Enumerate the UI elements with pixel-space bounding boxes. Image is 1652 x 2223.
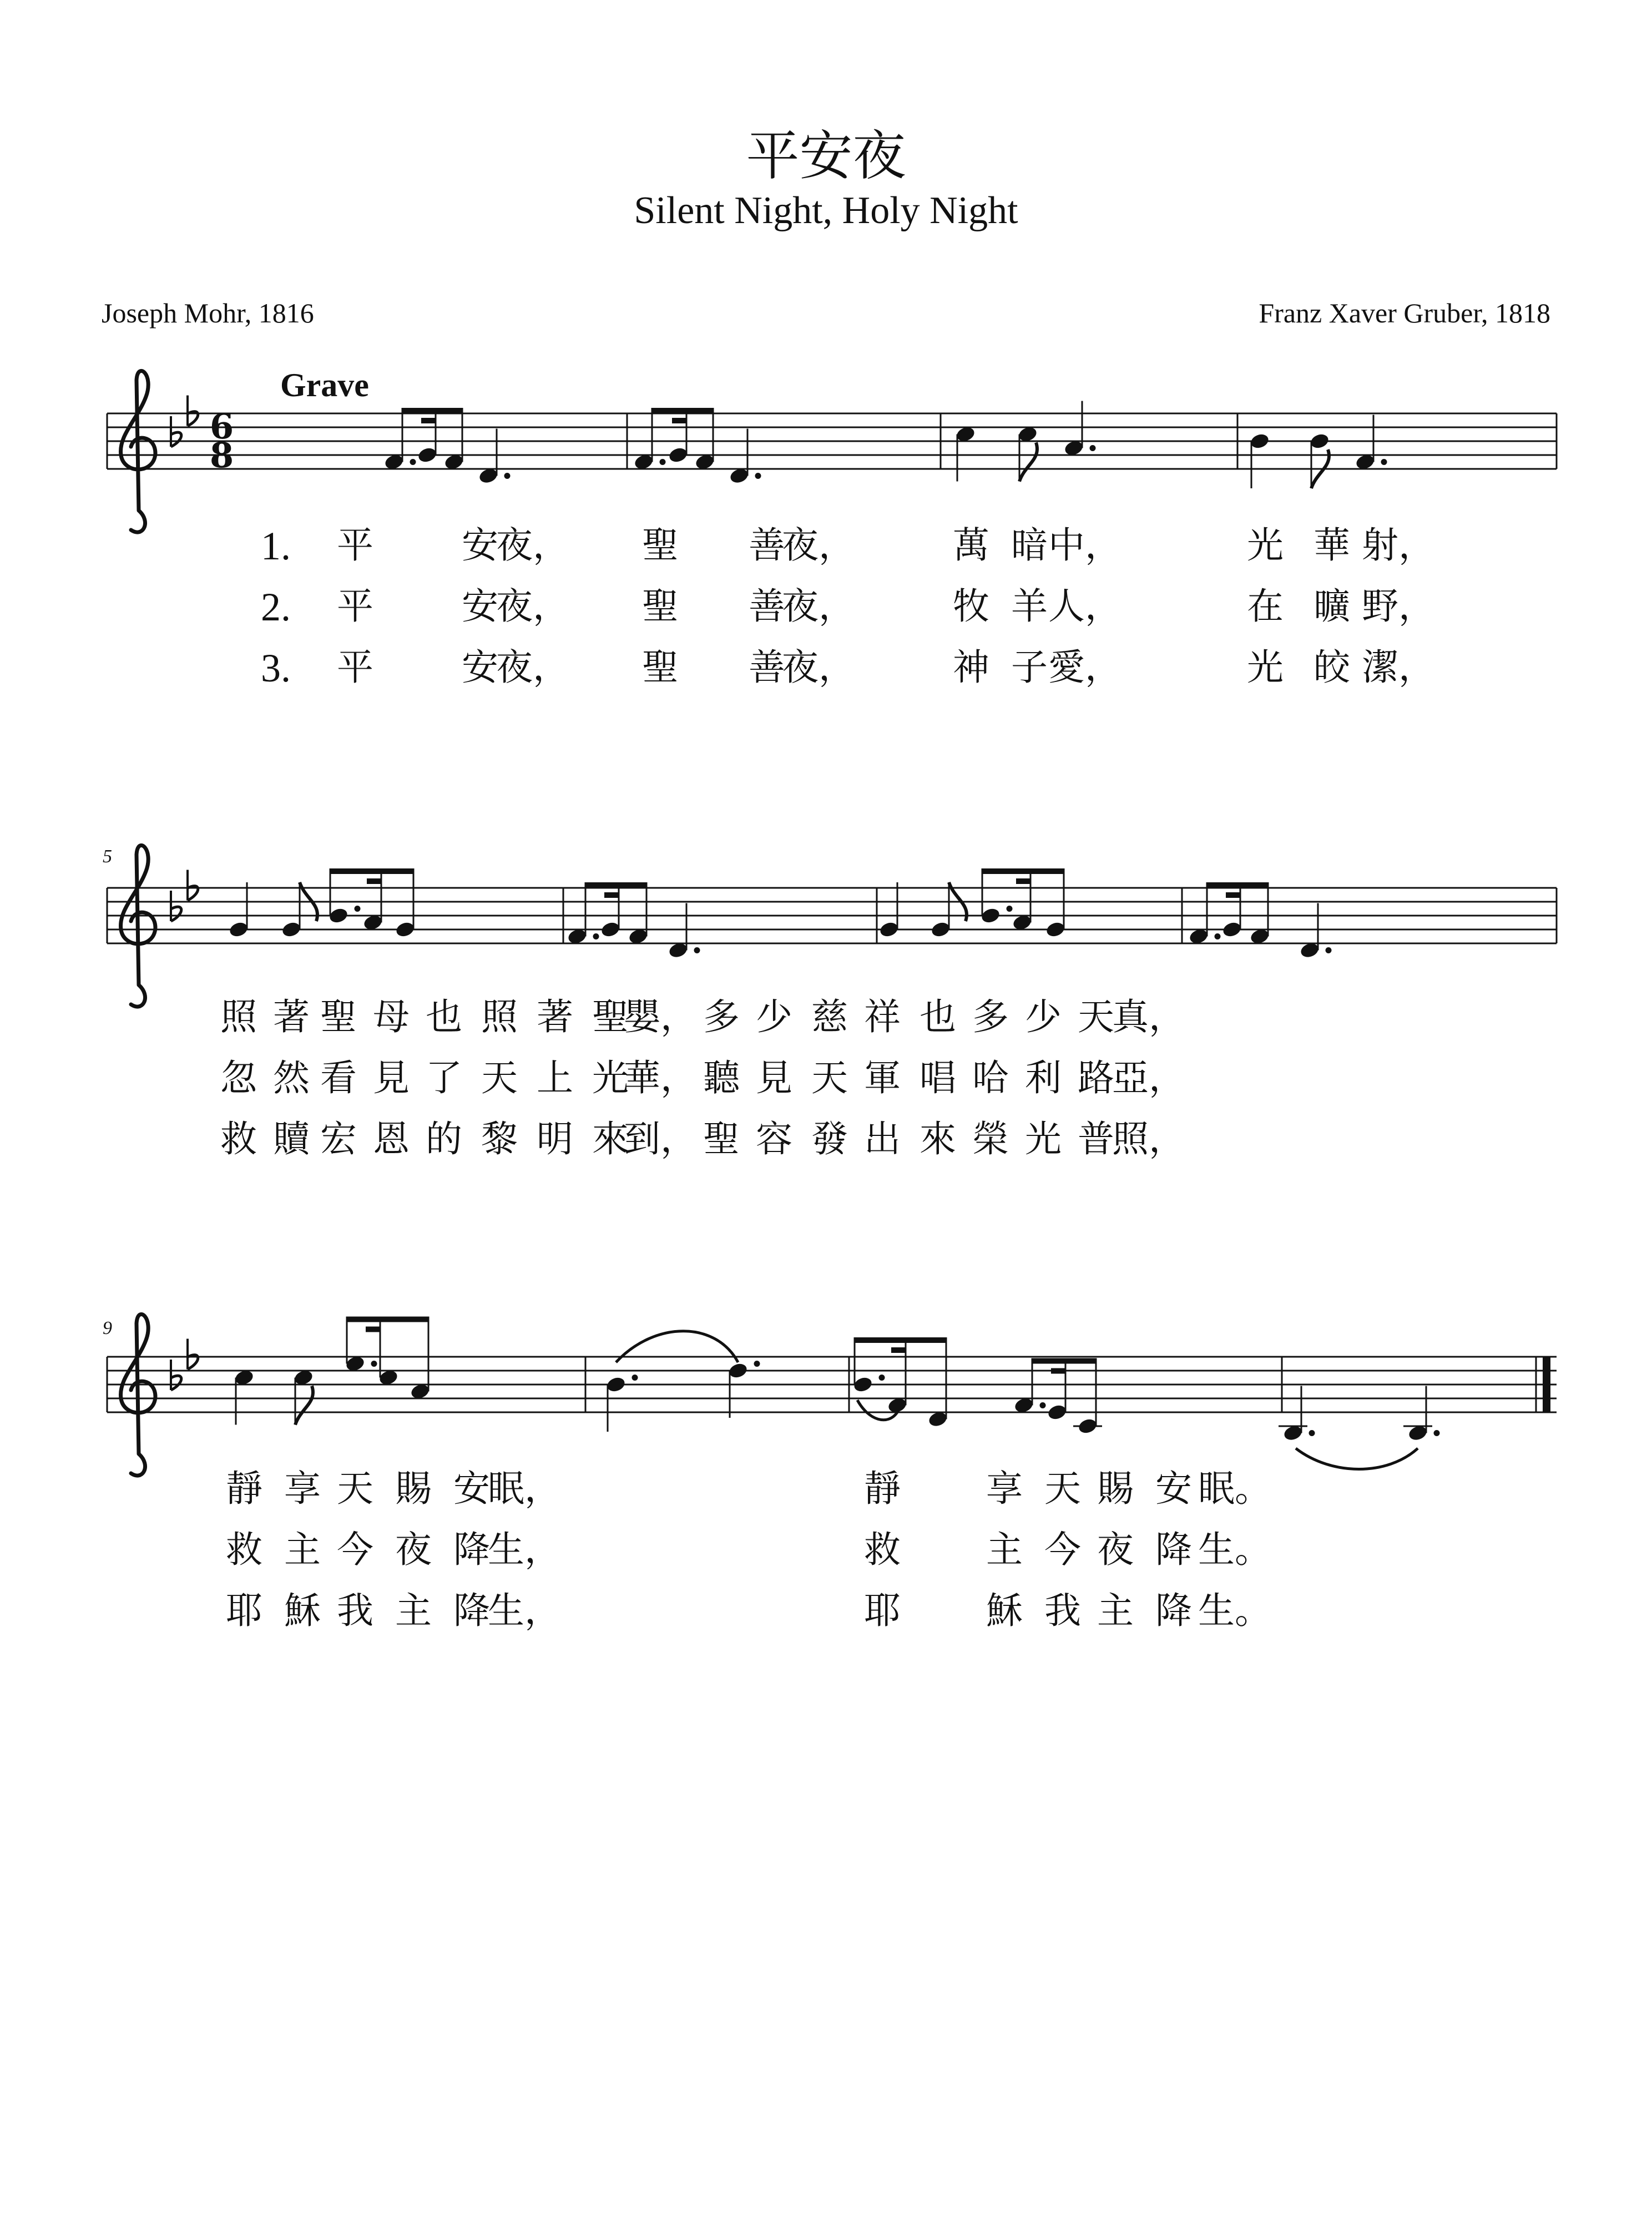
lyric-syllable: 生。 <box>1198 1589 1271 1632</box>
lyricist-credit: Joseph Mohr, 1816 <box>102 297 314 329</box>
lyric-syllable: 聖 <box>642 524 679 567</box>
lyric-syllable: 聖 <box>703 1118 740 1160</box>
lyric-syllable: 生， <box>488 1589 561 1632</box>
lyric-syllable: 耶 <box>864 1589 901 1632</box>
lyric-syllable: 野， <box>1362 585 1435 628</box>
lyric-syllable: 善 <box>749 646 785 689</box>
lyric-syllable: 華 <box>1313 524 1350 567</box>
lyric-syllable: 多 <box>972 996 1009 1038</box>
lyric-syllable: 發 <box>811 1118 848 1160</box>
lyric-syllable: 真， <box>1112 996 1185 1038</box>
lyric-syllable: 子 <box>1011 646 1048 689</box>
lyric-syllable: 亞， <box>1112 1057 1185 1099</box>
lyric-syllable: 路 <box>1078 1057 1114 1099</box>
lyric-syllable: 了 <box>426 1057 462 1099</box>
lyric-syllable: 夜 <box>395 1528 432 1571</box>
lyric-syllable: 聖 <box>642 585 679 628</box>
lyric-syllable: 今 <box>337 1528 373 1571</box>
lyric-syllable: 黎 <box>481 1118 518 1160</box>
lyric-syllable: 我 <box>337 1589 373 1632</box>
lyric-syllable: 主 <box>1097 1589 1134 1632</box>
lyric-syllable: 光 <box>592 1057 629 1099</box>
lyric-syllable: 主 <box>986 1528 1023 1571</box>
lyric-syllable: 光 <box>1247 524 1284 567</box>
lyric-syllable: 天 <box>337 1467 373 1510</box>
lyric-syllable: 天 <box>1078 996 1114 1038</box>
lyric-syllable: 多 <box>703 996 740 1038</box>
lyric-syllable: 救 <box>220 1118 257 1160</box>
lyric-syllable: 眠。 <box>1198 1467 1271 1510</box>
verse-number: 1. <box>261 524 291 568</box>
lyric-syllable: 恩 <box>373 1118 410 1160</box>
lyric-syllable: 來 <box>920 1118 956 1160</box>
lyric-syllable: 平 <box>337 646 373 689</box>
lyric-syllable: 賜 <box>1097 1467 1134 1510</box>
lyric-syllable: 平 <box>337 585 373 628</box>
verse-number: 3. <box>261 646 291 690</box>
lyric-syllable: 贖 <box>273 1118 310 1160</box>
lyric-syllable: 光 <box>1247 646 1284 689</box>
lyric-syllable: 照 <box>220 996 257 1038</box>
lyric-syllable: 降 <box>1155 1589 1192 1632</box>
lyric-syllable: 靜 <box>226 1467 262 1510</box>
lyric-syllable: 夜， <box>496 524 569 567</box>
lyric-syllable: 羊 <box>1011 585 1048 628</box>
measure-number-5: 5 <box>103 846 112 867</box>
lyric-syllable: 安 <box>453 1467 490 1510</box>
lyric-syllable: 聖 <box>642 646 679 689</box>
lyric-syllable: 耶 <box>226 1589 262 1632</box>
lyric-syllable: 明 <box>537 1118 573 1160</box>
lyric-syllable: 天 <box>811 1057 848 1099</box>
lyric-syllable: 皎 <box>1313 646 1350 689</box>
lyric-syllable: 中， <box>1048 524 1121 567</box>
time-signature-bottom: 8 <box>210 435 234 476</box>
lyric-syllable: 普 <box>1078 1118 1114 1160</box>
lyric-syllable: 哈 <box>972 1057 1009 1099</box>
lyric-syllable: 軍 <box>864 1057 901 1099</box>
lyric-syllable: 天 <box>481 1057 518 1099</box>
lyric-syllable: 上 <box>537 1057 573 1099</box>
lyric-syllable: 賜 <box>395 1467 432 1510</box>
lyric-syllable: 到， <box>624 1118 697 1160</box>
lyric-syllable: 安 <box>462 524 498 567</box>
lyric-syllable: 的 <box>426 1118 462 1160</box>
lyric-syllable: 善 <box>749 585 785 628</box>
lyric-syllable: 宏 <box>320 1118 357 1160</box>
lyric-syllable: 見 <box>373 1057 410 1099</box>
lyric-syllable: 平 <box>337 524 373 567</box>
lyric-syllable: 萬 <box>953 524 989 567</box>
lyric-syllable: 祥 <box>864 996 901 1038</box>
lyric-syllable: 救 <box>226 1528 262 1571</box>
lyric-syllable: 出 <box>864 1118 901 1160</box>
lyric-syllable: 主 <box>284 1528 321 1571</box>
lyric-syllable: 享 <box>986 1467 1023 1510</box>
lyric-syllable: 見 <box>756 1057 792 1099</box>
lyric-syllable: 夜， <box>496 585 569 628</box>
lyric-syllable: 夜， <box>782 524 855 567</box>
lyric-syllable: 安 <box>462 646 498 689</box>
lyric-syllable: 天 <box>1044 1467 1081 1510</box>
lyric-syllable: 少 <box>756 996 792 1038</box>
lyric-syllable: 慈 <box>811 996 848 1038</box>
lyric-syllable: 安 <box>1155 1467 1192 1510</box>
lyric-syllable: 照 <box>481 996 518 1038</box>
measure-number-9: 9 <box>103 1318 112 1338</box>
lyric-syllable: 我 <box>1044 1589 1081 1632</box>
time-signature-top: 6 <box>210 406 234 447</box>
lyric-syllable: 夜， <box>496 646 569 689</box>
lyric-syllable: 光 <box>1025 1118 1062 1160</box>
lyric-syllable: 降 <box>453 1589 490 1632</box>
lyric-syllable: 善 <box>749 524 785 567</box>
lyric-syllable: 潔， <box>1362 646 1435 689</box>
lyric-syllable: 穌 <box>986 1589 1023 1632</box>
lyric-syllable: 華， <box>624 1057 697 1099</box>
lyric-syllable: 然 <box>273 1057 310 1099</box>
lyric-syllable: 母 <box>373 996 410 1038</box>
lyric-syllable: 夜， <box>782 646 855 689</box>
lyric-syllable: 暗 <box>1011 524 1048 567</box>
lyric-syllable: 夜 <box>1097 1528 1134 1571</box>
lyric-syllable: 聖 <box>592 996 629 1038</box>
lyric-syllable: 主 <box>395 1589 432 1632</box>
tempo-marking: Grave <box>280 367 369 403</box>
lyric-syllable: 曠 <box>1313 585 1350 628</box>
lyric-syllable: 榮 <box>972 1118 1009 1160</box>
lyric-syllable: 少 <box>1025 996 1062 1038</box>
lyric-syllable: 忽 <box>220 1057 257 1099</box>
lyric-syllable: 著 <box>273 996 310 1038</box>
lyric-syllable: 也 <box>426 996 462 1038</box>
composer-credit: Franz Xaver Gruber, 1818 <box>1259 297 1550 329</box>
lyric-syllable: 來 <box>592 1118 629 1160</box>
lyric-syllable: 今 <box>1044 1528 1081 1571</box>
verse-number: 2. <box>261 585 291 629</box>
lyric-syllable: 眠， <box>488 1467 561 1510</box>
page-subtitle: Silent Night, Holy Night <box>634 189 1018 232</box>
lyric-syllable: 看 <box>320 1057 357 1099</box>
lyric-syllable: 利 <box>1025 1057 1062 1099</box>
lyric-syllable: 射， <box>1362 524 1435 567</box>
lyric-syllable: 牧 <box>953 585 989 628</box>
lyric-syllable: 降 <box>1155 1528 1192 1571</box>
lyric-syllable: 享 <box>284 1467 321 1510</box>
lyric-syllable: 降 <box>453 1528 490 1571</box>
lyric-syllable: 也 <box>920 996 956 1038</box>
lyric-syllable: 神 <box>953 646 989 689</box>
lyric-syllable: 生。 <box>1198 1528 1271 1571</box>
lyric-syllable: 安 <box>462 585 498 628</box>
lyric-syllable: 嬰， <box>624 996 697 1038</box>
lyric-syllable: 生， <box>488 1528 561 1571</box>
lyric-syllable: 照， <box>1112 1118 1185 1160</box>
lyric-syllable: 容 <box>756 1118 792 1160</box>
lyric-syllable: 靜 <box>864 1467 901 1510</box>
lyric-syllable: 人， <box>1048 585 1121 628</box>
lyric-syllable: 夜， <box>782 585 855 628</box>
lyric-syllable: 愛， <box>1048 646 1121 689</box>
lyric-syllable: 聖 <box>320 996 357 1038</box>
lyric-syllable: 在 <box>1247 585 1284 628</box>
lyric-syllable: 唱 <box>920 1057 956 1099</box>
lyric-syllable: 穌 <box>284 1589 321 1632</box>
lyric-syllable: 著 <box>537 996 573 1038</box>
lyric-syllable: 聽 <box>703 1057 740 1099</box>
page-title: 平安夜 <box>746 125 906 187</box>
lyric-syllable: 救 <box>864 1528 901 1571</box>
